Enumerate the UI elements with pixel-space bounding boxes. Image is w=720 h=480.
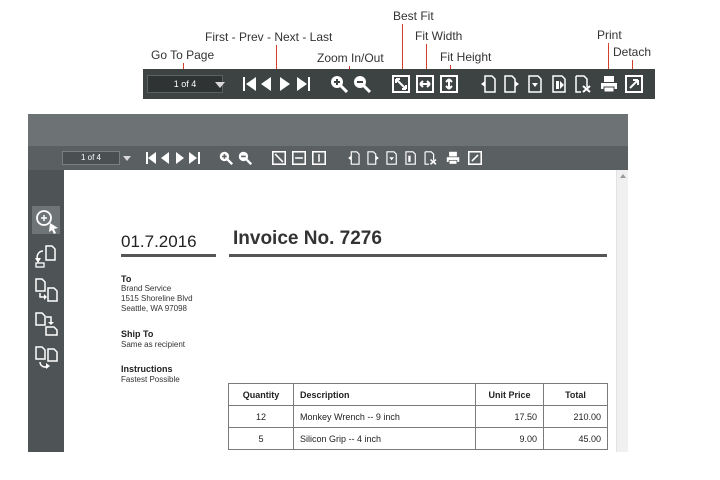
viewer-page-icon-1[interactable] — [348, 151, 360, 165]
page-icon-2[interactable] — [504, 75, 519, 93]
viewer-page-indicator[interactable]: 1 of 4 — [62, 151, 120, 165]
prev-page-icon[interactable] — [261, 76, 272, 92]
callout-zoom: Zoom In/Out — [317, 51, 384, 65]
viewer-best-fit-icon[interactable] — [272, 151, 286, 165]
scroll-up-icon[interactable] — [620, 174, 626, 178]
viewer-fit-width-icon[interactable] — [292, 151, 306, 165]
cell-description: Monkey Wrench -- 9 inch — [294, 406, 476, 428]
viewer-page-icon-3[interactable] — [386, 151, 398, 165]
leader-print — [608, 43, 609, 72]
tool-rail — [28, 170, 64, 452]
select-zoom-icon[interactable] — [32, 206, 60, 234]
col-quantity: Quantity — [229, 384, 294, 406]
table-row — [229, 406, 608, 428]
leader-nav — [276, 45, 277, 72]
best-fit-icon[interactable] — [392, 75, 410, 93]
page-icon-1[interactable] — [481, 75, 496, 93]
viewer-page-icon-4[interactable] — [405, 151, 417, 165]
detach-icon[interactable] — [625, 75, 643, 93]
vertical-scrollbar[interactable] — [616, 170, 628, 452]
viewer-toolbar — [28, 146, 628, 170]
title-rule — [229, 254, 607, 257]
page-indicator[interactable]: 1 of 4 — [147, 75, 223, 93]
print-icon[interactable] — [600, 75, 618, 93]
invoice-date: 01.7.2016 — [121, 232, 197, 251]
fit-height-icon[interactable] — [440, 75, 458, 93]
zoom-in-icon[interactable] — [330, 75, 348, 93]
main-toolbar — [143, 69, 655, 99]
col-unit-price: Unit Price — [476, 384, 544, 406]
date-rule — [121, 254, 216, 257]
cell-total: 45.00 — [544, 428, 608, 450]
cell-unit-price: 9.00 — [476, 428, 544, 450]
table-header-row — [229, 384, 608, 406]
document-page[interactable] — [64, 170, 628, 452]
cell-quantity: 5 — [229, 428, 294, 450]
callout-fit-height: Fit Height — [440, 50, 492, 64]
table-row — [229, 428, 608, 450]
viewer-next-page-icon[interactable] — [175, 152, 184, 164]
viewer-header — [28, 114, 628, 146]
to-heading: To — [121, 274, 132, 284]
col-description: Description — [294, 384, 476, 406]
viewer-page-dropdown-icon[interactable] — [123, 156, 131, 161]
instructions-line: Fastest Possible — [121, 375, 180, 384]
cell-description: Silicon Grip -- 4 inch — [294, 428, 476, 450]
viewer-last-page-icon[interactable] — [189, 152, 200, 164]
first-page-icon[interactable] — [243, 76, 257, 92]
line-items-table — [228, 383, 608, 450]
cell-total: 210.00 — [544, 406, 608, 428]
callout-nav: First - Prev - Next - Last — [205, 30, 333, 44]
last-page-icon[interactable] — [296, 76, 310, 92]
callout-print: Print — [597, 28, 622, 42]
cell-quantity: 12 — [229, 406, 294, 428]
next-page-icon[interactable] — [279, 76, 290, 92]
ship-to-heading: Ship To — [121, 329, 154, 339]
page-icon-4[interactable] — [552, 75, 567, 93]
callout-fit-width: Fit Width — [415, 29, 463, 43]
callout-detach: Detach — [613, 45, 652, 59]
leader-best-fit — [402, 24, 403, 72]
page-icon-3[interactable] — [528, 75, 543, 93]
col-total: Total — [544, 384, 608, 406]
viewer-zoom-in-icon[interactable] — [219, 151, 233, 165]
viewer-page-icon-2[interactable] — [367, 151, 379, 165]
page-dropdown-icon[interactable] — [215, 82, 225, 88]
viewer-print-icon[interactable] — [446, 151, 460, 165]
rotate-left-icon[interactable] — [32, 242, 60, 270]
cell-unit-price: 17.50 — [476, 406, 544, 428]
callout-go-to-page: Go To Page — [151, 48, 215, 62]
to-line: Brand Service — [121, 284, 172, 293]
viewer-fit-height-icon[interactable] — [312, 151, 326, 165]
viewer-zoom-out-icon[interactable] — [238, 151, 252, 165]
to-line: Seattle, WA 97098 — [121, 304, 187, 313]
instructions-heading: Instructions — [121, 364, 173, 374]
invoice-title: Invoice No. 7276 — [233, 228, 382, 249]
page-delete-icon[interactable] — [575, 75, 591, 93]
leader-fit-width — [426, 44, 427, 72]
viewer-first-page-icon[interactable] — [146, 152, 157, 164]
move-down-icon[interactable] — [32, 276, 60, 304]
viewer-prev-page-icon[interactable] — [161, 152, 170, 164]
callout-best-fit: Best Fit — [393, 9, 434, 23]
move-up-icon[interactable] — [32, 310, 60, 338]
viewer-page-delete-icon[interactable] — [424, 151, 437, 165]
pdf-viewer — [28, 114, 628, 452]
ship-to-line: Same as recipient — [121, 340, 186, 349]
fit-width-icon[interactable] — [416, 75, 434, 93]
rotate-right-icon[interactable] — [32, 344, 60, 372]
to-line: 1515 Shoreline Blvd — [121, 294, 193, 303]
viewer-detach-icon[interactable] — [468, 151, 482, 165]
zoom-out-icon[interactable] — [353, 75, 371, 93]
